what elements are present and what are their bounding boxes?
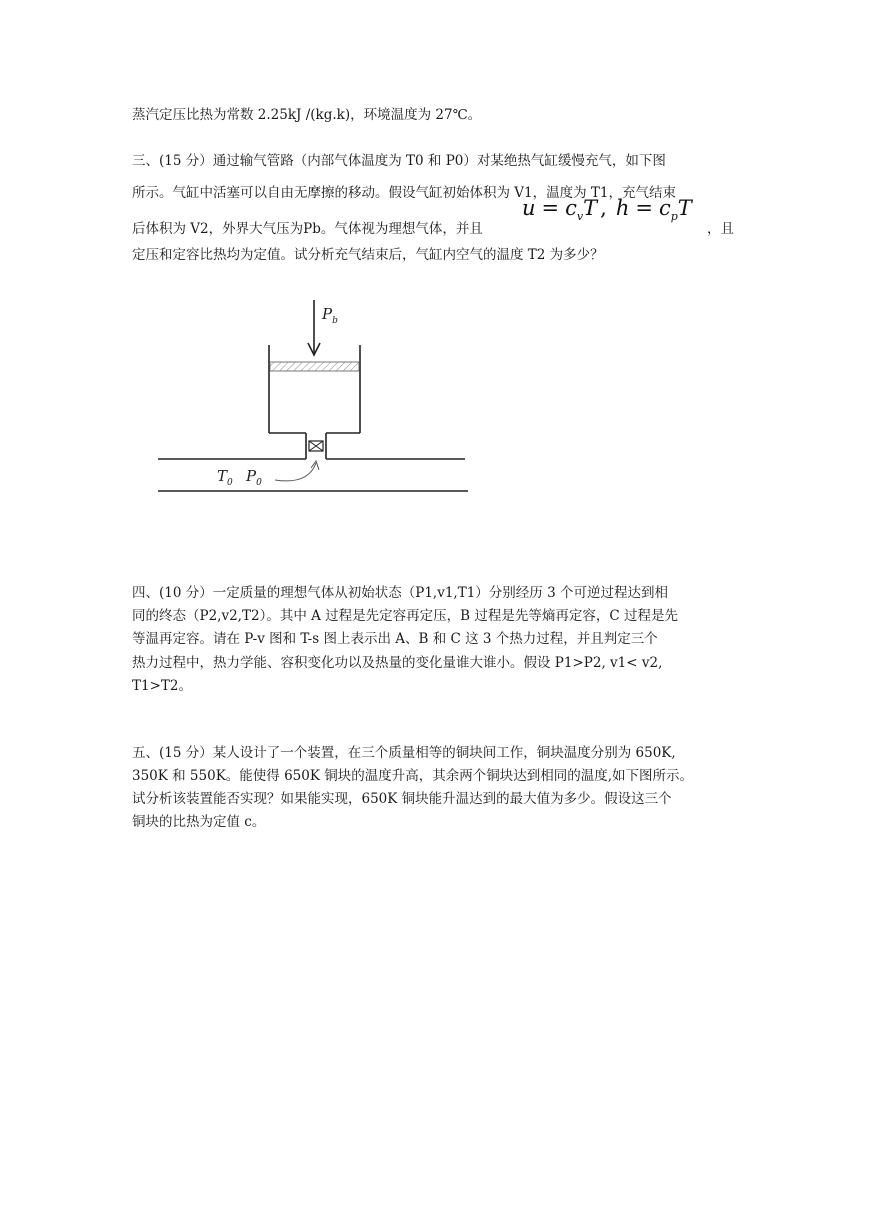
flow-arrow-icon — [275, 461, 319, 481]
q3-line-1: 三、(15 分）通过输气管路（内部气体温度为 T0 和 P0）对某绝热气缸缓慢充气，如下图 — [132, 153, 666, 169]
q4-line-3: 等温再定容。请在 P-v 图和 T-s 图上表示出 A、B 和 C 这 3 个热力过程，并且判定三个 — [132, 631, 658, 647]
pressure-arrow-icon — [308, 300, 320, 355]
q3-line-2: 所示。气缸中活塞可以自由无摩擦的移动。假设气缸初始体积为 V1，温度为 T1，充气结束 — [132, 185, 677, 201]
formula-cv: c — [565, 196, 577, 220]
intro-line-1: 蒸汽定压比热为常数 2.25kJ /(kg.k)，环境温度为 27℃。 — [132, 107, 482, 123]
q3-line-3-tail: ，且 — [707, 221, 734, 237]
q5-line-4: 铜块的比热为定值 c。 — [132, 814, 266, 830]
formula-t-2: T — [677, 196, 692, 220]
formula-equals-1: = — [541, 196, 560, 220]
formula-cv-sub: v — [576, 210, 584, 223]
formula-h: h — [615, 196, 630, 220]
formula-cp-sub: p — [670, 210, 678, 223]
cylinder-walls — [269, 345, 360, 433]
q4-line-4: 热力过程中，热力学能、容积变化功以及热量的变化量谁大谁小。假设 P1>P2, v1< v2, — [132, 655, 663, 671]
q3-line-3 — [132, 220, 483, 238]
formula-comma: , — [600, 196, 607, 220]
pb-label: $P_b$ — [322, 305, 338, 326]
q5-line-3: 试分析该装置能否实现？如果能实现，650K 铜块能升温达到的最大值为多少。假设这三个 — [132, 791, 672, 807]
formula-equals-2: = — [635, 196, 653, 220]
q3-line-3-text: 后体积为 V2，外界大气压为Pb。气体视为理想气体，并且 — [132, 221, 483, 237]
q5-line-2: 350K 和 550K。能使得 650K 铜块的温度升高，其余两个铜块达到相同的温度,如下图所示。 — [132, 768, 694, 784]
valve-icon — [306, 433, 326, 459]
supply-pipeline — [158, 459, 468, 491]
q3-line-4: 定压和定容比热均为定值。试分析充气结束后，气缸内空气的温度 T2 为多少？ — [132, 247, 604, 263]
piston — [270, 362, 359, 371]
formula-t-1: T — [583, 196, 598, 220]
q4-line-5: T1>T2。 — [132, 678, 192, 694]
cylinder-diagram — [150, 295, 480, 500]
q5-line-1: 五、(15 分）某人设计了一个装置，在三个质量相等的铜块间工作，铜块温度分别为 650K, — [132, 745, 676, 761]
energy-formula — [522, 196, 692, 223]
p0-label: $P_0$ — [246, 467, 262, 488]
t0-label: $T_0$ — [217, 467, 233, 488]
q4-line-2: 同的终态（P2,v2,T2）。其中 A 过程是先定容再定压，B 过程是先等熵再定容，C 过程是先 — [132, 608, 678, 624]
formula-u: u — [522, 196, 536, 220]
formula-cp: c — [658, 196, 671, 220]
q4-line-1: 四、(10 分）一定质量的理想气体从初始状态（P1,v1,T1）分别经历 3 个可逆过程达到相 — [132, 585, 668, 601]
